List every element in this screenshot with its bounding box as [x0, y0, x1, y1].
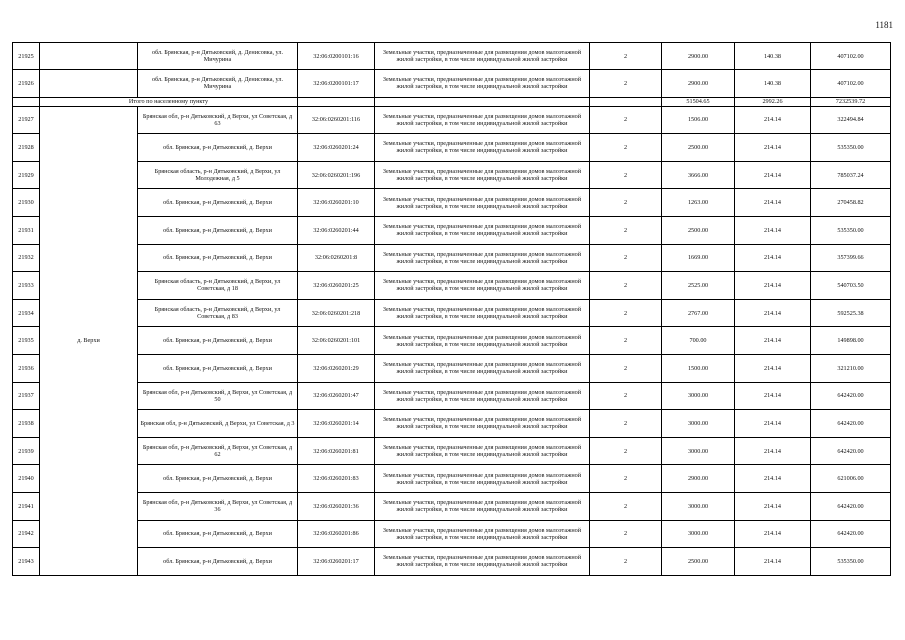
cadastral-number-cell: 32:06:0260201:10 — [298, 189, 375, 217]
row-number: 21930 — [13, 189, 40, 217]
address-cell: Брянская обл, р-н Дятьковский, д Верхи, ул Советская, д 62 — [138, 437, 298, 465]
cadastral-value-cell: 642420.00 — [811, 520, 891, 548]
area-cell: 3000.00 — [662, 410, 735, 438]
land-register-table — [12, 42, 891, 576]
rate-cell: 214.14 — [735, 244, 811, 272]
cadastral-value-cell: 149898.00 — [811, 327, 891, 355]
table-row — [13, 161, 891, 189]
category-cell: 2 — [590, 216, 662, 244]
address-cell: обл. Брянская, р-н Дятьковский, д. Верхи — [138, 354, 298, 382]
address-cell: Брянская обл, р-н Дятьковский, д Верхи, ул Советская, д 3 — [138, 410, 298, 438]
table-row — [13, 43, 891, 70]
category-cell: 2 — [590, 382, 662, 410]
cadastral-value-cell: 540703.50 — [811, 272, 891, 300]
address-cell: обл. Брянская, р-н Дятьковский, д. Верхи — [138, 134, 298, 162]
cadastral-value-cell: 642420.00 — [811, 410, 891, 438]
land-use-cell: Земельные участки, предназначенные для размещения домов малоэтажной жилой застройки, в том числе индивидуальной жилой застройки — [375, 520, 590, 548]
land-use-cell: Земельные участки, предназначенные для размещения домов малоэтажной жилой застройки, в том числе индивидуальной жилой застройки — [375, 354, 590, 382]
address-cell: Брянская область, р-н Дятьковский, д Верхи, ул Молодежная, д 5 — [138, 161, 298, 189]
category-cell: 2 — [590, 244, 662, 272]
cadastral-value-cell: 642420.00 — [811, 437, 891, 465]
area-cell: 3000.00 — [662, 437, 735, 465]
row-number: 21931 — [13, 216, 40, 244]
subtotal-row — [13, 97, 891, 106]
table-row — [13, 410, 891, 438]
address-cell: Брянская обл, р-н Дятьковский, д Верхи, ул Советская, д 36 — [138, 492, 298, 520]
rate-cell: 214.14 — [735, 520, 811, 548]
address-cell: обл. Брянская, р-н Дятьковский, д. Верхи — [138, 520, 298, 548]
land-use-cell: Земельные участки, предназначенные для размещения домов малоэтажной жилой застройки, в том числе индивидуальной жилой застройки — [375, 216, 590, 244]
land-use-cell: Земельные участки, предназначенные для размещения домов малоэтажной жилой застройки, в том числе индивидуальной жилой застройки — [375, 548, 590, 576]
cadastral-number-cell: 32:06:0200101:17 — [298, 70, 375, 98]
settlement-cell — [40, 70, 138, 98]
cadastral-number-cell: 32:06:0260201:17 — [298, 548, 375, 576]
subtotal-label: Итого по населенному пункту — [40, 97, 298, 106]
area-cell: 1506.00 — [662, 106, 735, 134]
category-cell: 2 — [590, 354, 662, 382]
land-use-cell: Земельные участки, предназначенные для размещения домов малоэтажной жилой застройки, в том числе индивидуальной жилой застройки — [375, 410, 590, 438]
address-cell: Брянская обл, р-н Дятьковский, д Верхи, ул Советская, д 63 — [138, 106, 298, 134]
table-row — [13, 216, 891, 244]
table-row — [13, 492, 891, 520]
land-use-cell: Земельные участки, предназначенные для размещения домов малоэтажной жилой застройки, в том числе индивидуальной жилой застройки — [375, 189, 590, 217]
cadastral-value-cell: 535350.00 — [811, 216, 891, 244]
rate-cell: 214.14 — [735, 492, 811, 520]
page-number: 1181 — [875, 20, 893, 30]
rate-cell: 214.14 — [735, 410, 811, 438]
area-cell: 2900.00 — [662, 465, 735, 493]
rate-cell: 214.14 — [735, 327, 811, 355]
cadastral-number-cell: 32:06:0260201:116 — [298, 106, 375, 134]
land-use-cell: Земельные участки, предназначенные для размещения домов малоэтажной жилой застройки, в том числе индивидуальной жилой застройки — [375, 299, 590, 327]
cadastral-number-cell: 32:06:0260201:101 — [298, 327, 375, 355]
subtotal-empty-cell — [590, 97, 662, 106]
category-cell: 2 — [590, 437, 662, 465]
row-number: 21929 — [13, 161, 40, 189]
cadastral-number-cell: 32:06:0260201:83 — [298, 465, 375, 493]
row-number: 21939 — [13, 437, 40, 465]
table-row — [13, 134, 891, 162]
rate-cell: 214.14 — [735, 437, 811, 465]
row-number: 21942 — [13, 520, 40, 548]
area-cell: 2500.00 — [662, 216, 735, 244]
area-cell: 3666.00 — [662, 161, 735, 189]
rate-cell: 214.14 — [735, 299, 811, 327]
rate-cell: 214.14 — [735, 548, 811, 576]
cadastral-number-cell: 32:06:0200101:16 — [298, 43, 375, 70]
row-number: 21937 — [13, 382, 40, 410]
category-cell: 2 — [590, 272, 662, 300]
cadastral-number-cell: 32:06:0260201:36 — [298, 492, 375, 520]
table-row — [13, 272, 891, 300]
category-cell: 2 — [590, 134, 662, 162]
area-cell: 2767.00 — [662, 299, 735, 327]
address-cell: Брянская область, р-н Дятьковский, д Верхи, ул Советская, д 83 — [138, 299, 298, 327]
table-row — [13, 244, 891, 272]
address-cell: обл. Брянская, р-н Дятьковский, д. Верхи — [138, 189, 298, 217]
category-cell: 2 — [590, 327, 662, 355]
cadastral-number-cell: 32:06:0260201:218 — [298, 299, 375, 327]
address-cell: обл. Брянская, р-н Дятьковский, д. Денисовка, ул. Мичурина — [138, 70, 298, 98]
row-number: 21934 — [13, 299, 40, 327]
land-use-cell: Земельные участки, предназначенные для размещения домов малоэтажной жилой застройки, в том числе индивидуальной жилой застройки — [375, 437, 590, 465]
address-cell: обл. Брянская, р-н Дятьковский, д. Денисовка, ул. Мичурина — [138, 43, 298, 70]
address-cell: обл. Брянская, р-н Дятьковский, д. Верхи — [138, 548, 298, 576]
cadastral-value-cell: 592525.38 — [811, 299, 891, 327]
cadastral-number-cell: 32:06:0260201:25 — [298, 272, 375, 300]
land-use-cell: Земельные участки, предназначенные для размещения домов малоэтажной жилой застройки, в том числе индивидуальной жилой застройки — [375, 43, 590, 70]
row-number: 21927 — [13, 106, 40, 134]
area-cell: 3000.00 — [662, 382, 735, 410]
rate-cell: 214.14 — [735, 272, 811, 300]
row-number: 21932 — [13, 244, 40, 272]
cadastral-value-cell: 357399.66 — [811, 244, 891, 272]
cadastral-number-cell: 32:06:0260201:14 — [298, 410, 375, 438]
row-number: 21938 — [13, 410, 40, 438]
land-use-cell: Земельные участки, предназначенные для размещения домов малоэтажной жилой застройки, в том числе индивидуальной жилой застройки — [375, 106, 590, 134]
cadastral-value-cell: 270458.82 — [811, 189, 891, 217]
land-use-cell: Земельные участки, предназначенные для размещения домов малоэтажной жилой застройки, в том числе индивидуальной жилой застройки — [375, 327, 590, 355]
land-use-cell: Земельные участки, предназначенные для размещения домов малоэтажной жилой застройки, в том числе индивидуальной жилой застройки — [375, 492, 590, 520]
area-cell: 3000.00 — [662, 492, 735, 520]
table-row — [13, 189, 891, 217]
address-cell: Брянская обл, р-н Дятьковский, д Верхи, ул Советская, д 50 — [138, 382, 298, 410]
rate-cell: 214.14 — [735, 161, 811, 189]
table-row — [13, 299, 891, 327]
area-cell: 1669.00 — [662, 244, 735, 272]
rate-cell: 214.14 — [735, 382, 811, 410]
cadastral-number-cell: 32:06:0260201:81 — [298, 437, 375, 465]
area-cell: 2525.00 — [662, 272, 735, 300]
land-use-cell: Земельные участки, предназначенные для размещения домов малоэтажной жилой застройки, в том числе индивидуальной жилой застройки — [375, 244, 590, 272]
cadastral-value-cell: 785037.24 — [811, 161, 891, 189]
rate-cell: 140.38 — [735, 43, 811, 70]
category-cell: 2 — [590, 106, 662, 134]
subtotal-value: 7232539.72 — [811, 97, 891, 106]
cadastral-value-cell: 322494.84 — [811, 106, 891, 134]
cadastral-value-cell: 407102.00 — [811, 70, 891, 98]
land-use-cell: Земельные участки, предназначенные для размещения домов малоэтажной жилой застройки, в том числе индивидуальной жилой застройки — [375, 272, 590, 300]
table-row — [13, 548, 891, 576]
area-cell: 2500.00 — [662, 134, 735, 162]
subtotal-number-cell — [13, 97, 40, 106]
rate-cell: 214.14 — [735, 189, 811, 217]
table-row — [13, 327, 891, 355]
row-number: 21943 — [13, 548, 40, 576]
category-cell: 2 — [590, 70, 662, 98]
subtotal-rate: 2992.26 — [735, 97, 811, 106]
area-cell: 1500.00 — [662, 354, 735, 382]
land-use-cell: Земельные участки, предназначенные для размещения домов малоэтажной жилой застройки, в том числе индивидуальной жилой застройки — [375, 161, 590, 189]
row-number: 21933 — [13, 272, 40, 300]
table-row — [13, 437, 891, 465]
cadastral-number-cell: 32:06:0260201:196 — [298, 161, 375, 189]
row-number: 21925 — [13, 43, 40, 70]
category-cell: 2 — [590, 299, 662, 327]
table-row — [13, 106, 891, 134]
rate-cell: 214.14 — [735, 465, 811, 493]
rate-cell: 214.14 — [735, 354, 811, 382]
address-cell: обл. Брянская, р-н Дятьковский, д. Верхи — [138, 327, 298, 355]
land-use-cell: Земельные участки, предназначенные для размещения домов малоэтажной жилой застройки, в том числе индивидуальной жилой застройки — [375, 70, 590, 98]
category-cell: 2 — [590, 520, 662, 548]
cadastral-value-cell: 642420.00 — [811, 382, 891, 410]
cadastral-value-cell: 407102.00 — [811, 43, 891, 70]
category-cell: 2 — [590, 161, 662, 189]
row-number: 21941 — [13, 492, 40, 520]
row-number: 21935 — [13, 327, 40, 355]
cadastral-value-cell: 535350.00 — [811, 548, 891, 576]
land-use-cell: Земельные участки, предназначенные для размещения домов малоэтажной жилой застройки, в том числе индивидуальной жилой застройки — [375, 134, 590, 162]
cadastral-value-cell: 321210.00 — [811, 354, 891, 382]
area-cell: 2500.00 — [662, 548, 735, 576]
land-use-cell: Земельные участки, предназначенные для размещения домов малоэтажной жилой застройки, в том числе индивидуальной жилой застройки — [375, 465, 590, 493]
cadastral-value-cell: 642420.00 — [811, 492, 891, 520]
area-cell: 700.00 — [662, 327, 735, 355]
subtotal-area: 51504.65 — [662, 97, 735, 106]
table-row — [13, 354, 891, 382]
address-cell: Брянская область, р-н Дятьковский, д Верхи, ул Советская, д 18 — [138, 272, 298, 300]
cadastral-number-cell: 32:06:0260201:44 — [298, 216, 375, 244]
row-number: 21926 — [13, 70, 40, 98]
cadastral-number-cell: 32:06:0260201:24 — [298, 134, 375, 162]
table-row — [13, 382, 891, 410]
rate-cell: 214.14 — [735, 134, 811, 162]
row-number: 21940 — [13, 465, 40, 493]
table-row — [13, 465, 891, 493]
land-use-cell: Земельные участки, предназначенные для размещения домов малоэтажной жилой застройки, в том числе индивидуальной жилой застройки — [375, 382, 590, 410]
area-cell: 2900.00 — [662, 70, 735, 98]
address-cell: обл. Брянская, р-н Дятьковский, д. Верхи — [138, 244, 298, 272]
table-row — [13, 70, 891, 98]
rate-cell: 140.38 — [735, 70, 811, 98]
address-cell: обл. Брянская, р-н Дятьковский, д. Верхи — [138, 465, 298, 493]
cadastral-number-cell: 32:06:0260201:86 — [298, 520, 375, 548]
address-cell: обл. Брянская, р-н Дятьковский, д. Верхи — [138, 216, 298, 244]
cadastral-number-cell: 32:06:0260201:29 — [298, 354, 375, 382]
category-cell: 2 — [590, 465, 662, 493]
category-cell: 2 — [590, 548, 662, 576]
area-cell: 2900.00 — [662, 43, 735, 70]
rate-cell: 214.14 — [735, 216, 811, 244]
cadastral-number-cell: 32:06:0260201:47 — [298, 382, 375, 410]
area-cell: 3000.00 — [662, 520, 735, 548]
table-row — [13, 520, 891, 548]
cadastral-value-cell: 535350.00 — [811, 134, 891, 162]
row-number: 21928 — [13, 134, 40, 162]
category-cell: 2 — [590, 410, 662, 438]
settlement-cell — [40, 43, 138, 70]
subtotal-empty-cell — [375, 97, 590, 106]
cadastral-value-cell: 621006.00 — [811, 465, 891, 493]
category-cell: 2 — [590, 43, 662, 70]
area-cell: 1263.00 — [662, 189, 735, 217]
cadastral-number-cell: 32:06:0260201:8 — [298, 244, 375, 272]
settlement-name: д. Верхи — [40, 106, 138, 575]
category-cell: 2 — [590, 492, 662, 520]
subtotal-empty-cell — [298, 97, 375, 106]
row-number: 21936 — [13, 354, 40, 382]
category-cell: 2 — [590, 189, 662, 217]
rate-cell: 214.14 — [735, 106, 811, 134]
